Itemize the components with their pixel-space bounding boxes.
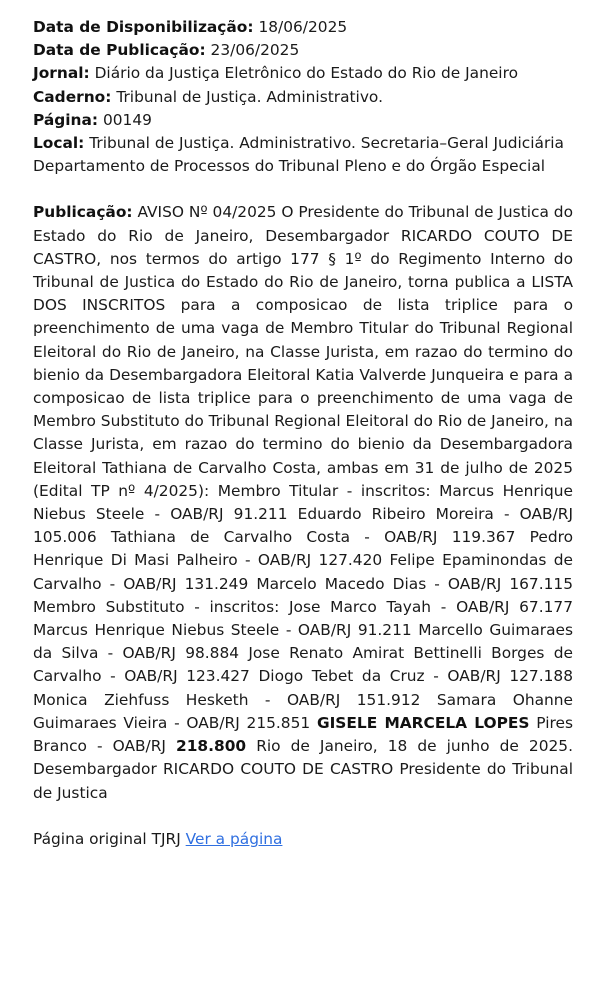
journal-value: Diário da Justiça Eletrônico do Estado do Rio de Janeiro [94, 64, 518, 83]
section-value: Tribunal de Justiça. Administrativo. [116, 87, 383, 106]
publication-date-label: Data de Publicação: [33, 41, 206, 60]
publication-label: Publicação: [33, 203, 133, 222]
document-body [33, 16, 573, 851]
department-line [33, 155, 573, 178]
publication-text-mid: Pires Branco - OAB/RJ [33, 713, 573, 756]
section-line [33, 86, 573, 109]
section-label: Caderno: [33, 87, 112, 106]
page-line [33, 109, 573, 132]
journal-line [33, 62, 573, 85]
publication-paragraph [33, 201, 573, 804]
view-page-link[interactable]: Ver a página [185, 829, 283, 848]
publication-highlight-name: GISELE MARCELA LOPES [316, 713, 530, 732]
publication-text-before: AVISO Nº 04/2025 O Presidente do Tribunal de Justica do Estado do Rio de Janeiro, Desembargador RICARDO COUTO DE CASTRO, nos termos do artigo 177 § 1º do Regimento Interno do Tribunal de Justica do Estado do Rio de Janeiro, torna publica a LISTA DOS INSCRITOS para a composicao de lista triplice para o preenchimento de uma vaga de Membro Titular do Tribunal Regional Eleitoral do Rio de Janeiro, na Classe Jurista, em razao do termino do bienio da Desembargadora Eleitoral Katia Valverde Junqueira e para a composicao de lista triplice para o preenchimento de uma vaga de Membro Substituto do Tribunal Regional Eleitoral do Rio de Janeiro, na Classe Jurista, em razao do termino do bienio da Desembargadora Eleitoral Tathiana de Carvalho Costa, ambas em 31 de julho de 2025 (Edital TP nº 4/2025): Membro Titular - inscritos: Marcus Henrique Niebus Steele - OAB/RJ 91.211 Eduardo Ribeiro Moreira - OAB/RJ 105.006 Tathiana de Carvalho Costa - OAB/RJ 119.367 Pedro Henrique Di Masi Palheiro - OAB/RJ 127.420 Felipe Epaminondas de Carvalho - OAB/RJ 131.249 Marcelo Macedo Dias - OAB/RJ 167.115 Membro Substituto - inscritos: Jose Marco Tayah - OAB/RJ 67.177 Marcus Henrique Niebus Steele - OAB/RJ 91.211 Marcello Guimaraes da Silva - OAB/RJ 98.884 Jose Renato Amirat Bettinelli Borges de Carvalho - OAB/RJ 123.427 Diogo Tebet da Cruz - OAB/RJ 127.188 Monica Ziehfuss Hesketh - OAB/RJ 151.912 Samara Ohanne Guimaraes Vieira - OAB/RJ 215.851 [33, 203, 574, 732]
page-label: Página: [33, 110, 99, 129]
journal-label: Jornal: [33, 64, 90, 83]
location-value: Tribunal de Justiça. Administrativo. Secretaria–Geral Judiciária [89, 134, 564, 153]
availability-date-line [33, 16, 573, 39]
location-label: Local: [33, 134, 85, 153]
location-line [33, 132, 573, 155]
department-value: Departamento de Processos do Tribunal Pleno e do Órgão Especial [33, 157, 546, 176]
availability-date-value: 18/06/2025 [258, 18, 348, 36]
availability-date-label: Data de Disponibilização: [33, 18, 254, 36]
page-value: 00149 [102, 110, 152, 129]
publication-date-value: 23/06/2025 [210, 41, 300, 60]
footer-line [33, 828, 573, 851]
spacer [33, 178, 573, 201]
publication-highlight-number: 218.800 [176, 737, 247, 756]
footer-prefix: Página original TJRJ [33, 829, 181, 848]
publication-date-line [33, 39, 573, 62]
publication-text-after: Rio de Janeiro, 18 de junho de 2025. Desembargador RICARDO COUTO DE CASTRO Presidente do Tribunal de Justica [33, 737, 573, 802]
